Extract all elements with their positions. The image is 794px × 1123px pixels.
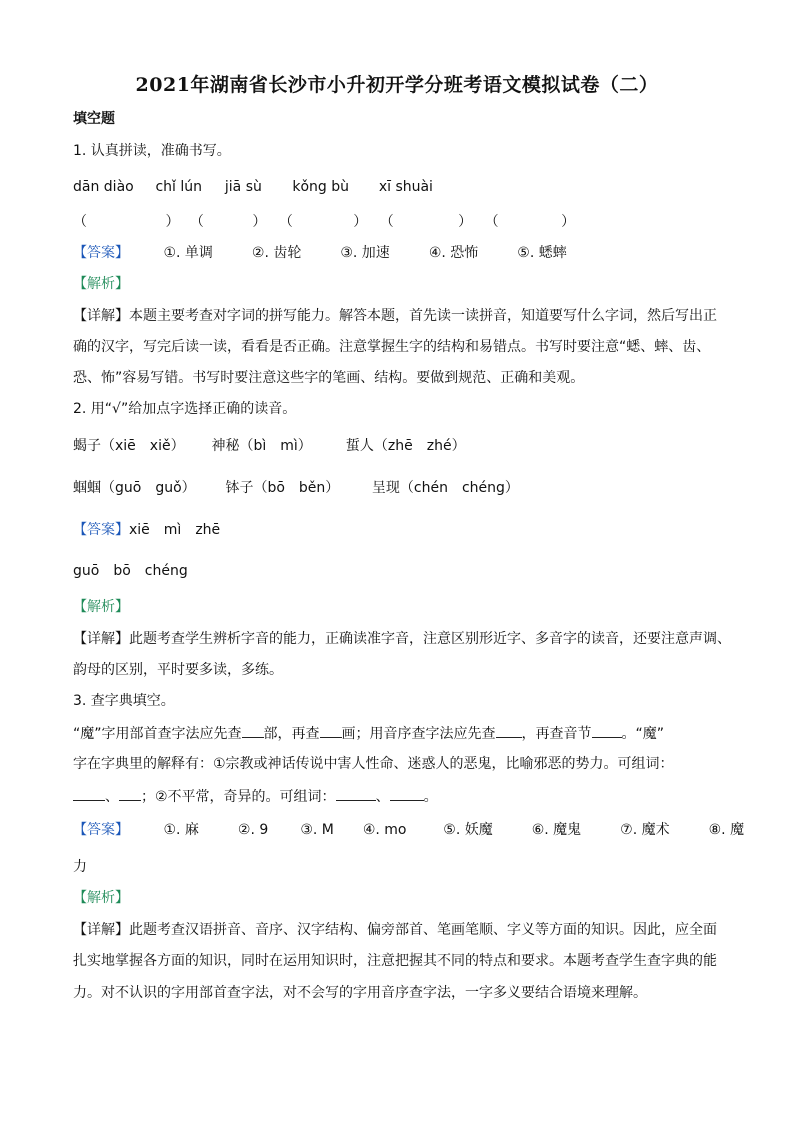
q3-line-2: 字在字典里的解释有：①宗教或神话传说中害人性命、迷惑人的恶鬼，比喻邪恶的势力。可组词： — [73, 756, 674, 772]
q2-stem: 2. 用“√”给加点字选择正确的读音。 — [73, 401, 297, 417]
q1-pinyin-5: xī shuài — [378, 179, 433, 195]
q1-detail-line-1: 【详解】本题主要考查对字词的拼写能力。解答本题，首先读一读拼音，知道要写什么字词，然后写出正 — [73, 308, 717, 324]
q1-blank-row — [73, 212, 575, 232]
paren-close: ） — [353, 214, 368, 230]
detail-tag: 【详解】 — [73, 308, 129, 324]
fill-blank — [119, 786, 141, 801]
q3-answer-5: ⑤. 妖魔 — [443, 822, 493, 838]
q2-item-4: 蝈蝈（guō guǒ） — [73, 480, 196, 496]
q3-detail-line-2: 扎实地掌握各方面的知识，同时在运用知识时，注意把握其不同的特点和要求。本题考查学生查字典的能 — [73, 953, 717, 969]
q3-answer-2: ②. 9 — [237, 822, 269, 838]
page-title: 2021年湖南省长沙市小升初开学分班考语文模拟试卷（二） — [135, 74, 659, 96]
q2-analysis-tag: 【解析】 — [73, 599, 129, 615]
q3-answer-8: ⑧. 魔 — [708, 822, 745, 838]
q1-pinyin-2: chǐ lún — [155, 179, 202, 195]
paren-open: （ — [379, 214, 394, 230]
paren-open: （ — [278, 214, 293, 230]
q1-pinyin-1: dān diào — [73, 179, 134, 195]
fill-blank — [390, 786, 424, 801]
fill-blank — [496, 723, 522, 738]
q3-line-1: “魔”字用部首查字法应先查 部，再查 画；用音序查字法应先查 ，再查音节 。“魔” — [73, 723, 664, 744]
fill-blank — [592, 723, 622, 738]
q2-option-row-1 — [73, 436, 466, 456]
answer-tag: 【答案】 — [73, 522, 129, 538]
q1-answer-1: ①. 单调 — [163, 245, 213, 261]
q1-detail-line-2: 确的汉字，写完后读一读，看看是否正确。注意掌握生字的结构和易错点。书写时要注意“蟋、蟀、齿、 — [73, 339, 711, 355]
paren-open: （ — [73, 214, 87, 230]
paren-close: ） — [561, 214, 576, 230]
q1-analysis-tag: 【解析】 — [73, 276, 129, 292]
q2-detail-line-2: 韵母的区别，平时要多读，多练。 — [73, 662, 283, 678]
q2-item-3: 蜇人（zhē zhé） — [345, 438, 466, 454]
q2-item-5: 钵子（bō běn） — [225, 480, 340, 496]
paren-open: （ — [484, 214, 499, 230]
q3-answer-7: ⑦. 魔术 — [620, 822, 670, 838]
answer-tag: 【答案】 — [73, 245, 129, 261]
answer-tag: 【答案】 — [73, 822, 129, 838]
q1-answer-5: ⑤. 蟋蟀 — [517, 245, 567, 261]
q2-item-6: 呈现（chén chéng） — [371, 480, 519, 496]
paren-close: ） — [252, 214, 267, 230]
paren-close: ） — [165, 214, 180, 230]
q3-answer-line — [73, 820, 744, 840]
q1-answer-3: ③. 加速 — [340, 245, 390, 261]
q3-answer-wrap: 力 — [73, 859, 87, 875]
q3-stem: 3. 查字典填空。 — [73, 693, 175, 709]
q2-item-1: 蝎子（xiē xiě） — [73, 438, 185, 454]
paren-close: ） — [458, 214, 473, 230]
q1-detail-line-3: 恐、怖”容易写错。书写时要注意这些字的笔画、结构。要做到规范、正确和美观。 — [73, 370, 585, 386]
fill-blank — [336, 786, 376, 801]
q1-answer-line — [73, 243, 567, 263]
q2-detail-line-1: 【详解】此题考查学生辨析字音的能力，正确读准字音，注意区别形近字、多音字的读音，还要注意声调、 — [73, 631, 731, 647]
q1-answer-2: ②. 齿轮 — [251, 245, 302, 261]
q3-answer-1: ①. 麻 — [163, 822, 199, 838]
q2-answer-line-1: 【答案】xiē mì zhē — [73, 522, 221, 538]
paren-open: （ — [189, 214, 204, 230]
fill-blank — [73, 786, 105, 801]
q2-item-2: 神秘（bì mì） — [211, 438, 312, 454]
q3-answer-4: ④. mo — [362, 822, 407, 838]
q1-pinyin-4: kǒng bù — [292, 179, 350, 195]
q3-answer-3: ③. M — [300, 822, 334, 838]
detail-tag: 【详解】 — [73, 922, 129, 938]
q2-answer-line-2: guō bō chéng — [73, 563, 188, 579]
q2-option-row-2 — [73, 478, 519, 498]
q1-pinyin-row — [73, 177, 433, 197]
q3-detail-line-3: 力。对不认识的字用部首查字法，对不会写的字用音序查字法，一字多义要结合语境来理解。 — [73, 985, 647, 1001]
q1-answer-4: ④. 恐怖 — [428, 245, 479, 261]
fill-blank — [242, 723, 264, 738]
q3-detail-line-1: 【详解】此题考查汉语拼音、音序、汉字结构、偏旁部首、笔画笔顺、字义等方面的知识。因此，应全面 — [73, 922, 717, 938]
q3-analysis-tag: 【解析】 — [73, 890, 129, 906]
detail-tag: 【详解】 — [73, 631, 129, 647]
fill-blank — [320, 723, 342, 738]
section-heading: 填空题 — [73, 111, 115, 127]
q3-line-3: 、 ；②不平常，奇异的。可组词： 、 。 — [73, 786, 438, 807]
q1-pinyin-3: jiā sù — [224, 179, 262, 195]
q1-stem: 1. 认真拼读，准确书写。 — [73, 143, 231, 159]
q3-answer-6: ⑥. 魔鬼 — [531, 822, 582, 838]
